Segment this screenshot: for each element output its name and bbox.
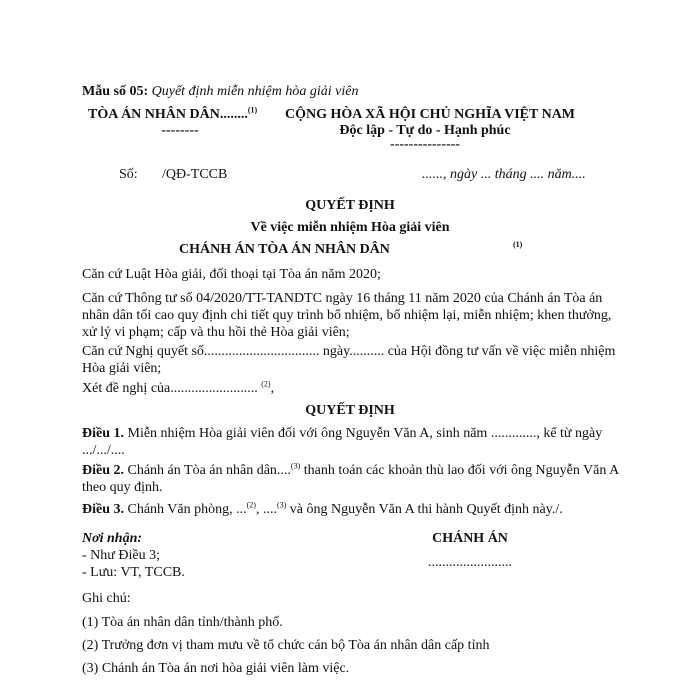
ground-3: Căn cứ Nghị quyết số................................. ngày.......... của Hội đồng tư vấn về việc miễn nhiệm Hòa giải viên;	[82, 344, 616, 376]
article-3: Điều 3. Chánh Văn phòng, ...$^{(2)}$, ....$^{(3)}$ và ông Nguyễn Văn A thi hành Quyết định này./.	[82, 500, 563, 517]
note-1: (1) Tòa án nhân dân tỉnh/thành phố.	[82, 615, 283, 630]
ground-1: Căn cứ Luật Hòa giải, đối thoại tại Tòa án năm 2020;	[82, 267, 381, 282]
recipient-item-1: - Như Điều 3;	[82, 548, 160, 563]
decision-heading: QUYẾT ĐỊNH	[305, 198, 395, 213]
ground-4: Xét đề nghị của......................... $^{(2)}$,	[82, 379, 275, 396]
notes-heading: Ghi chú:	[82, 591, 131, 606]
article-1-label: Điều 1.	[82, 426, 124, 441]
republic-title: CỘNG HÒA XÃ HỘI CHỦ NGHĨA VIỆT NAM	[285, 107, 576, 122]
form-label-title: Quyết định miễn nhiệm hòa giải viên	[151, 84, 359, 99]
chief-justice-title: CHÁNH ÁN TÒA ÁN NHÂN DÂN	[179, 242, 390, 257]
note-2: (2) Trưởng đơn vị tham mưu về tổ chức cán bộ Tòa án nhân dân cấp tỉnh	[82, 638, 490, 653]
article-2-label: Điều 2.	[82, 463, 124, 478]
article-3-label: Điều 3.	[82, 502, 124, 517]
motto: Độc lập - Tự do - Hạnh phúc	[339, 123, 511, 138]
form-label-prefix: Mẫu số 05:	[82, 84, 149, 99]
ref-date: ......, ngày ... tháng .... năm....	[422, 167, 586, 182]
court-name-note: (1)	[247, 105, 258, 115]
recipients-title: Nơi nhận:	[82, 531, 143, 546]
court-rule: --------	[161, 123, 199, 138]
signature-title: CHÁNH ÁN	[432, 531, 508, 546]
note-3: (3) Chánh án Tòa án nơi hòa giải viên làm việc.	[82, 661, 350, 676]
decision-title: QUYẾT ĐỊNH	[305, 403, 395, 418]
court-name: TÒA ÁN NHÂN DÂN........$^{(1)}$	[88, 105, 258, 122]
ground-2: Căn cứ Thông tư số 04/2020/TT-TANDTC ngày 16 tháng 11 năm 2020 của Chánh án Tòa án nhân dân tối cao quy định chi tiết quy trình bổ nhiệm, bổ nhiệm lại, miễn nhiệm; khen thưởng, xử lý vi phạm; cấp và thu hồi thẻ Hòa giải viên;	[82, 291, 612, 340]
ref-number-code: /QĐ-TCCB	[162, 167, 228, 182]
ref-number-label: Số:	[119, 167, 138, 182]
article-1: Điều 1. Miễn nhiệm Hòa giải viên đối với ông Nguyễn Văn A, sinh năm ............., kể từ ngày .../.../....	[82, 426, 603, 458]
article-2: Điều 2. Chánh án Tòa án nhân dân....$^{(3)}$ thanh toán các khoản thù lao đối với ông Nguyễn Văn A theo quy định.	[82, 461, 619, 495]
form-label	[82, 84, 358, 100]
motto-rule: ---------------	[390, 137, 460, 152]
decision-subject: Về việc miễn nhiệm Hòa giải viên	[250, 220, 450, 235]
recipient-item-2: - Lưu: VT, TCCB.	[82, 565, 185, 580]
signature-line: ........................	[428, 555, 512, 570]
ground-4-note: (2)	[261, 379, 271, 389]
